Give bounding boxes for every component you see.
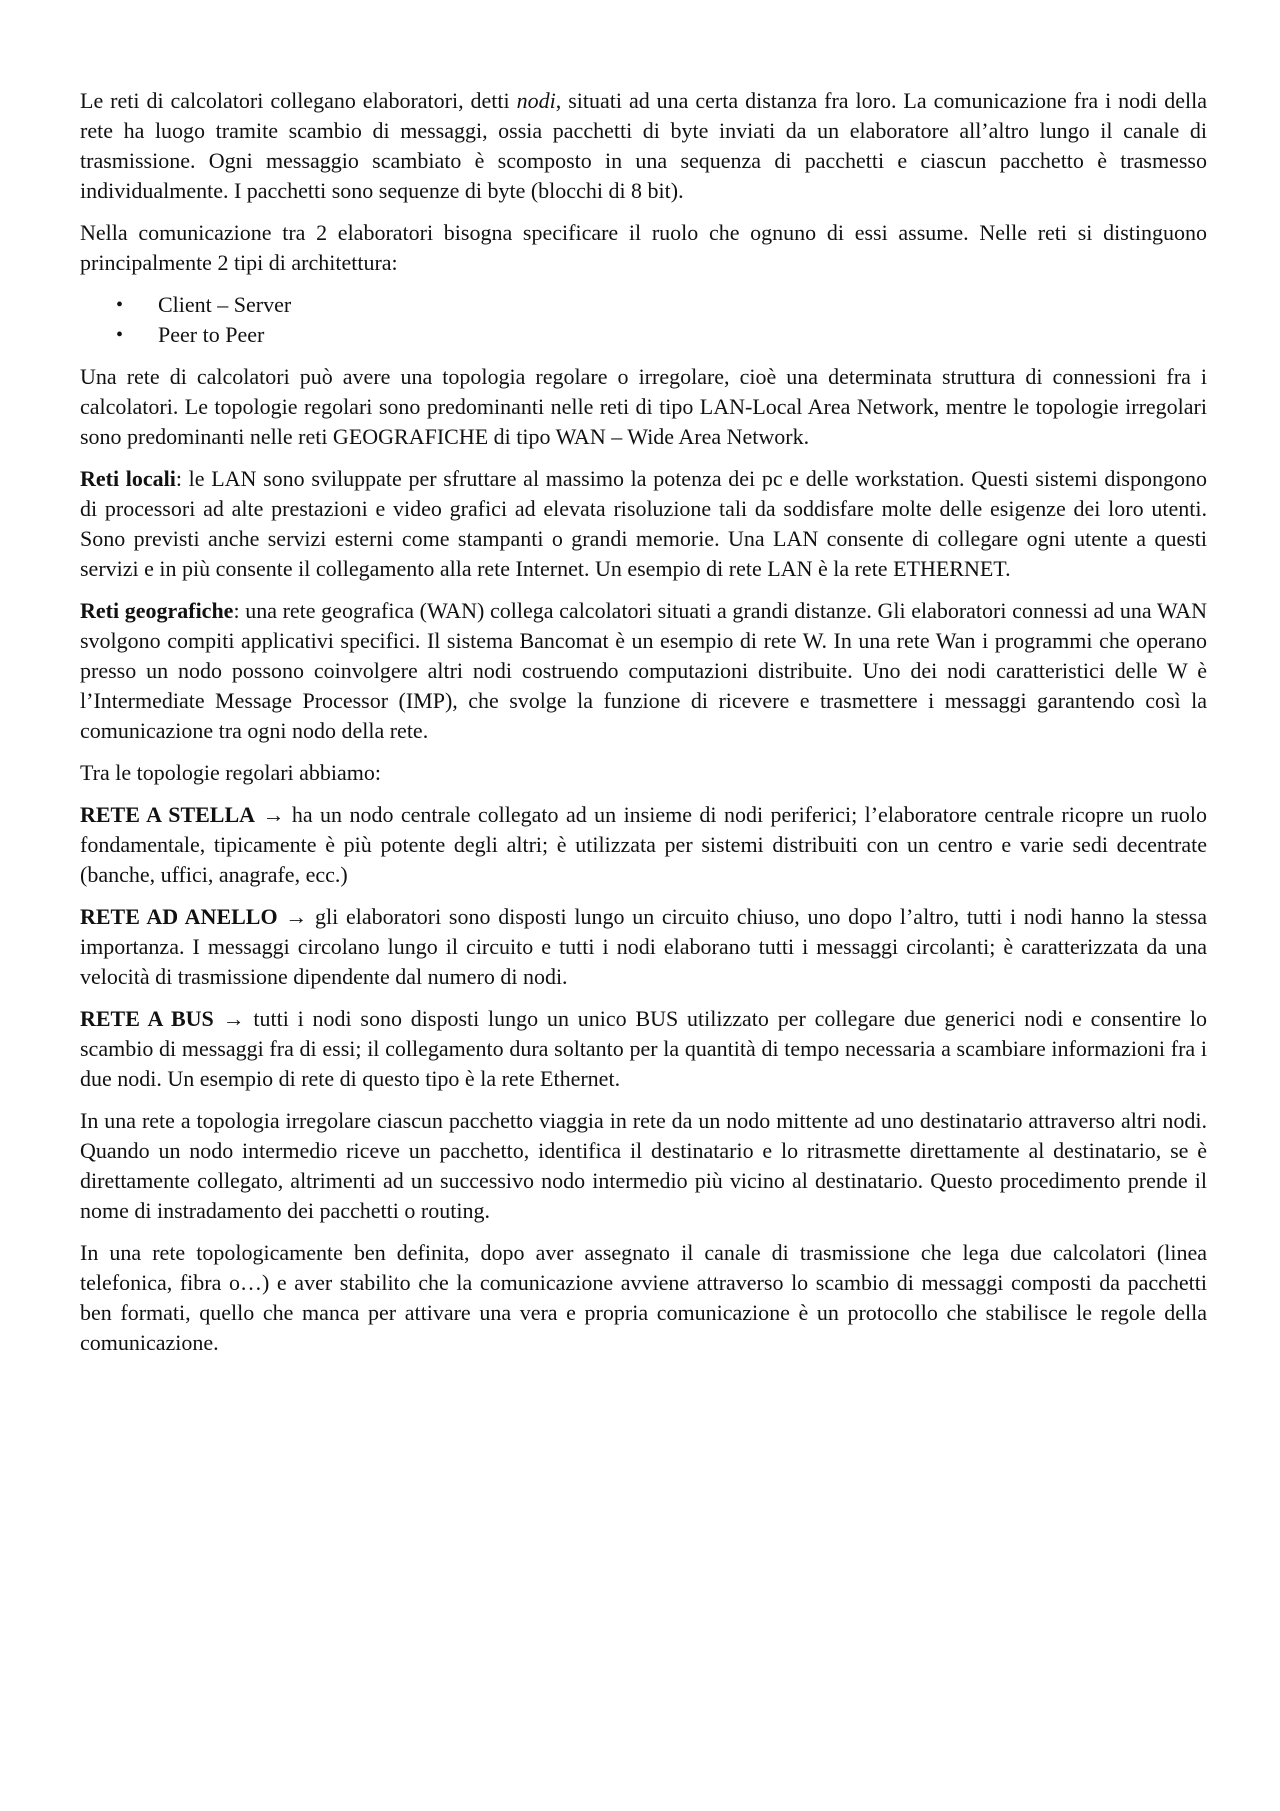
paragraph-architectures: Nella comunicazione tra 2 elaboratori bisogna specificare il ruolo che ognuno di essi assume. Nelle reti si distinguono principalmente 2 tipi di architettura:: [80, 220, 1207, 275]
paragraph-rete-anello: RETE AD ANELLO → gli elaboratori sono disposti lungo un circuito chiuso, uno dopo l’altro, tutti i nodi hanno la stessa importanza. I messaggi circolano lungo il circuito e tutti i nodi elaborano tutti i messaggi circolanti; è caratterizzata da una velocità di trasmissione dipendente dal numero di nodi.: [80, 904, 1208, 989]
paragraph-rete-stella: RETE A STELLA → ha un nodo centrale collegato ad un insieme di nodi periferici; l’elaboratore centrale ricopre un ruolo fondamentale, tipicamente è più potente degli altri; è utilizzata per sistemi distribuiti con un centro e varie sedi decentrate (banche, uffici, anagrafe, ecc.): [80, 802, 1208, 887]
paragraph-topologies: Una rete di calcolatori può avere una topologia regolare o irregolare, cioè una determinata struttura di connessioni fra i calcolatori. Le topologie regolari sono predominanti nelle reti di tipo LAN-Local Area Network, mentre le topologie irregolari sono predominanti nelle reti GEOGRAFICHE di tipo WAN – Wide Area Network.: [80, 364, 1207, 449]
document-body: [80, 86, 1207, 1370]
bullet-icon: •: [116, 294, 124, 316]
paragraph-topologie-regolari: Tra le topologie regolari abbiamo:: [80, 760, 382, 785]
paragraph-rete-bus: RETE A BUS → tutti i nodi sono disposti lungo un unico BUS utilizzato per collegare due generici nodi e consentire lo scambio di messaggi fra di essi; il collegamento dura soltanto per la quantità di tempo necessaria a scambiare informazioni fra i due nodi. Un esempio di rete di questo tipo è la rete Ethernet.: [80, 1006, 1207, 1091]
list-item: • Peer to Peer: [158, 320, 1207, 350]
emphasis-nodi: nodi: [516, 88, 556, 113]
paragraph-protocollo: In una rete topologicamente ben definita, dopo aver assegnato il canale di trasmissione che lega due calcolatori (linea telefonica, fibra o…) e aver stabilito che la comunicazione avviene attraverso lo scambio di messaggi composti da pacchetti ben formati, quello che manca per attivare una vera e propria comunicazione è un protocollo che stabilisce le regole della comunicazione.: [80, 1240, 1207, 1355]
bullet-icon: •: [116, 324, 124, 346]
term-rete-stella: RETE A STELLA: [80, 802, 256, 827]
term-reti-geografiche: Reti geografiche: [80, 598, 234, 623]
paragraph-topologia-irregolare: In una rete a topologia irregolare ciascun pacchetto viaggia in rete da un nodo mittente ad uno destinatario attraverso altri nodi. Quando un nodo intermedio riceve un pacchetto, identifica il destinatario e lo ritrasmette direttamente al destinatario, se è direttamente collegato, altrimenti ad un successivo nodo intermedio più vicino al destinatario. Questo procedimento prende il nome di instradamento dei pacchetti o routing.: [80, 1108, 1207, 1223]
term-rete-anello: RETE AD ANELLO: [80, 904, 278, 929]
term-rete-bus: RETE A BUS: [80, 1006, 214, 1031]
paragraph-intro: Le reti di calcolatori collegano elaboratori, detti nodi, situati ad una certa distanza fra loro. La comunicazione fra i nodi della rete ha luogo tramite scambio di messaggi, ossia pacchetti di byte inviati da un elaboratore all’altro lungo il canale di trasmissione. Ogni messaggio scambiato è scomposto in una sequenza di pacchetti e ciascun pacchetto è trasmesso individualmente. I pacchetti sono sequenze di byte (blocchi di 8 bit).: [80, 88, 1208, 203]
paragraph-reti-geografiche: Reti geografiche: una rete geografica (WAN) collega calcolatori situati a grandi distanze. Gli elaboratori connessi ad una WAN svolgono compiti applicativi specifici. Il sistema Bancomat è un esempio di rete W. In una rete Wan i programmi che operano presso un nodo possono coinvolgere altri nodi costruendo computazioni distribuite. Uno dei nodi caratteristici delle W è l’Intermediate Message Processor (IMP), che svolge la funzione di ricevere e trasmettere i messaggi garantendo così la comunicazione tra ogni nodo della rete.: [80, 598, 1207, 743]
paragraph-reti-locali: Reti locali: le LAN sono sviluppate per sfruttare al massimo la potenza dei pc e delle workstation. Questi sistemi dispongono di processori ad alte prestazioni e video grafici ad elevata risoluzione tali da soddisfare molte delle esigenze dei loro utenti. Sono previsti anche servizi esterni come stampanti o grandi memorie. Una LAN consente di collegare ogni utente a questi servizi e in più consente il collegamento alla rete Internet. Un esempio di rete LAN è la rete ETHERNET.: [80, 466, 1207, 581]
list-item: • Client – Server: [158, 290, 1207, 320]
architecture-list: [80, 290, 1207, 350]
term-reti-locali: Reti locali: [80, 466, 176, 491]
